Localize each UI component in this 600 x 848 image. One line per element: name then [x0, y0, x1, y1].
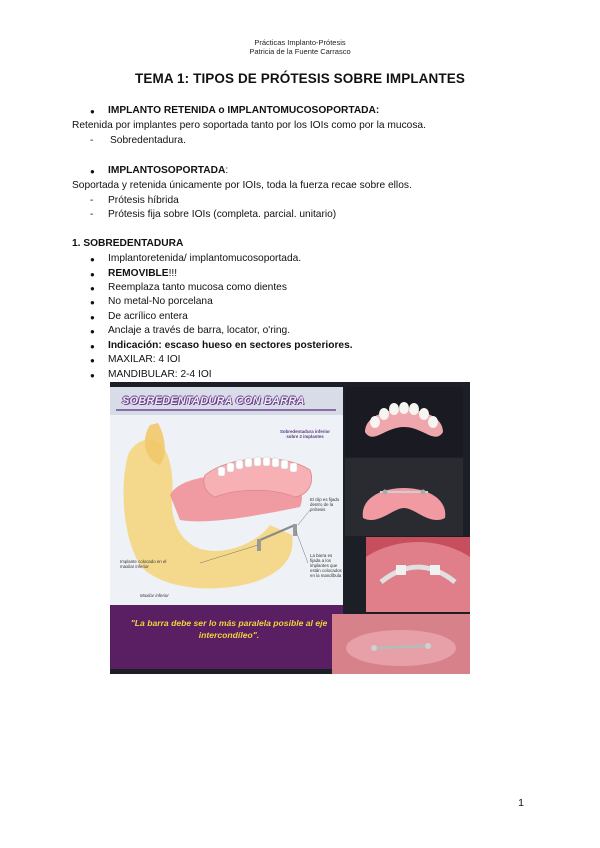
label-maxilar: Maxilar inferior — [140, 593, 169, 598]
section-b-heading-suffix: : — [225, 165, 229, 176]
page-title: TEMA 1: TIPOS DE PRÓTESIS SOBRE IMPLANTES — [135, 71, 465, 86]
section-b-item: Prótesis fija sobre IOIs (completa. parcial. unitario) — [108, 209, 337, 220]
list-item: Implantoretenida/ implantomucosoportada. — [108, 253, 302, 264]
removible-suffix: !!! — [168, 268, 178, 279]
slide-title: SOBREDENTADURA CON BARRA — [122, 395, 305, 407]
bullet-icon: ● — [90, 167, 95, 176]
section-b-item: Prótesis híbrida — [108, 195, 179, 206]
list-item — [108, 268, 177, 279]
label-top: Sobredentadura inferior sobre 2 implantes — [279, 429, 330, 440]
section-b-text: Soportada y retenida únicamente por IOIs, toda la fuerza recae sobre ellos. — [72, 180, 412, 191]
bullet-icon: ● — [90, 270, 95, 279]
dash-icon: - — [90, 195, 94, 206]
removible-label: REMOVIBLE — [108, 268, 169, 279]
bullet-icon: ● — [90, 371, 95, 380]
section-a-text: Retenida por implantes pero soportada tanto por los IOIs como por la mucosa. — [72, 120, 426, 131]
label-implant: Implante colocado en el maxilar inferior — [120, 559, 167, 570]
bullet-icon: ● — [90, 107, 95, 116]
dash-icon: - — [90, 209, 94, 220]
mandible-drawing — [110, 415, 343, 605]
bullet-icon: ● — [90, 313, 95, 322]
bullet-icon: ● — [90, 284, 95, 293]
label-bar: La barra es fijada a los implantes que están colocados en la mandíbula — [310, 553, 342, 579]
list-item: Anclaje a través de barra, locator, o'ring. — [108, 325, 291, 336]
upper-denture-image — [345, 387, 463, 457]
photo-upper-denture — [345, 387, 463, 457]
list-item: MANDIBULAR: 2-4 IOI — [108, 369, 212, 380]
section-b-heading: IMPLANTOSOPORTADA — [108, 165, 226, 176]
header-author: Patricia de la Fuente Carrasco — [249, 47, 351, 56]
photo-mouth-closeup — [332, 614, 470, 674]
photo-mouth-bar — [366, 537, 470, 612]
mandible-illustration — [110, 415, 343, 605]
list-item: Indicación: escaso hueso en sectores posteriores. — [108, 340, 353, 351]
page-number: 1 — [518, 797, 524, 809]
list-item: Reemplaza tanto mucosa como dientes — [108, 282, 287, 293]
photo-denture-underside — [345, 458, 463, 536]
section-b-heading-line — [108, 165, 228, 176]
mouth-bar-image — [366, 537, 470, 612]
section-a-item: Sobredentadura. — [110, 135, 186, 146]
bullet-icon: ● — [90, 255, 95, 264]
list-item: MAXILAR: 4 IOI — [108, 354, 181, 365]
leader-line — [298, 510, 310, 525]
label-clip: El clip es fijado dentro de la prótesis — [310, 497, 340, 513]
slide-quote: "La barra debe ser lo más paralela posible al eje intercondíleo". — [130, 618, 328, 640]
title-underline — [116, 409, 336, 411]
dash-icon: - — [90, 135, 94, 146]
header-course: Prácticas Implanto-Prótesis — [254, 38, 346, 47]
quote-box — [110, 605, 343, 669]
section-a-heading: IMPLANTO RETENIDA o IMPLANTOMUCOSOPORTADA: — [108, 105, 380, 116]
slide — [110, 387, 343, 669]
slide-photo — [110, 382, 470, 674]
list-item: No metal-No porcelana — [108, 296, 213, 307]
implant-right — [293, 524, 297, 536]
leader-line — [296, 531, 308, 563]
mouth-closeup-image — [332, 614, 470, 674]
section-1-heading: 1. SOBREDENTADURA — [72, 238, 184, 249]
denture-underside-image — [345, 458, 463, 536]
list-item: De acrílico entera — [108, 311, 188, 322]
bullet-icon: ● — [90, 327, 95, 336]
bullet-icon: ● — [90, 356, 95, 365]
bullet-icon: ● — [90, 342, 95, 351]
bullet-icon: ● — [90, 298, 95, 307]
